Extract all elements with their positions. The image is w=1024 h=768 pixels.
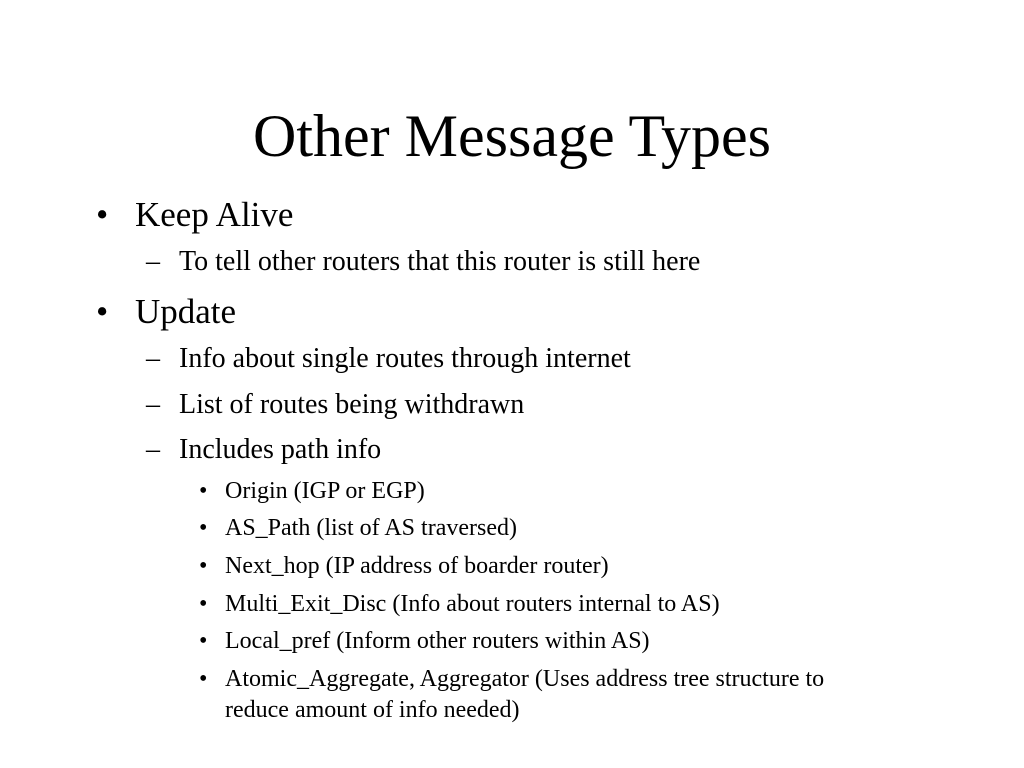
sub-sub-item-text: Multi_Exit_Disc (Info about routers internal to AS) <box>225 591 720 617</box>
sub-item-text: Includes path info <box>179 434 382 465</box>
sub-item-text: List of routes being withdrawn <box>179 389 525 420</box>
dash-icon: – <box>146 246 160 277</box>
dash-icon: – <box>146 343 160 374</box>
bullet-icon: • <box>199 666 208 692</box>
bullet-icon: • <box>199 591 208 617</box>
dash-icon: – <box>146 434 160 465</box>
bullet-icon: • <box>199 478 208 504</box>
slide-title: Other Message Types <box>253 103 771 169</box>
bullet-text: Keep Alive <box>135 195 294 234</box>
bullet-icon: • <box>96 195 109 234</box>
sub-sub-item-text: Next_hop (IP address of boarder router) <box>225 553 609 579</box>
bullet-text: Update <box>135 292 237 331</box>
bullet-icon: • <box>199 628 208 654</box>
sub-sub-item-text: Atomic_Aggregate, Aggregator (Uses address tree structure to <box>225 666 825 692</box>
sub-item-text: To tell other routers that this router is still here <box>179 246 701 277</box>
bullet-icon: • <box>199 515 208 541</box>
sub-sub-item-text: reduce amount of info needed) <box>225 697 520 723</box>
sub-item-text: Info about single routes through internet <box>179 343 631 374</box>
sub-sub-item-text: Local_pref (Inform other routers within AS) <box>225 628 650 654</box>
bullet-icon: • <box>199 553 208 579</box>
dash-icon: – <box>146 389 160 420</box>
sub-sub-item-text: Origin (IGP or EGP) <box>225 478 425 504</box>
sub-sub-item-text: AS_Path (list of AS traversed) <box>225 515 517 541</box>
bullet-icon: • <box>96 292 109 331</box>
